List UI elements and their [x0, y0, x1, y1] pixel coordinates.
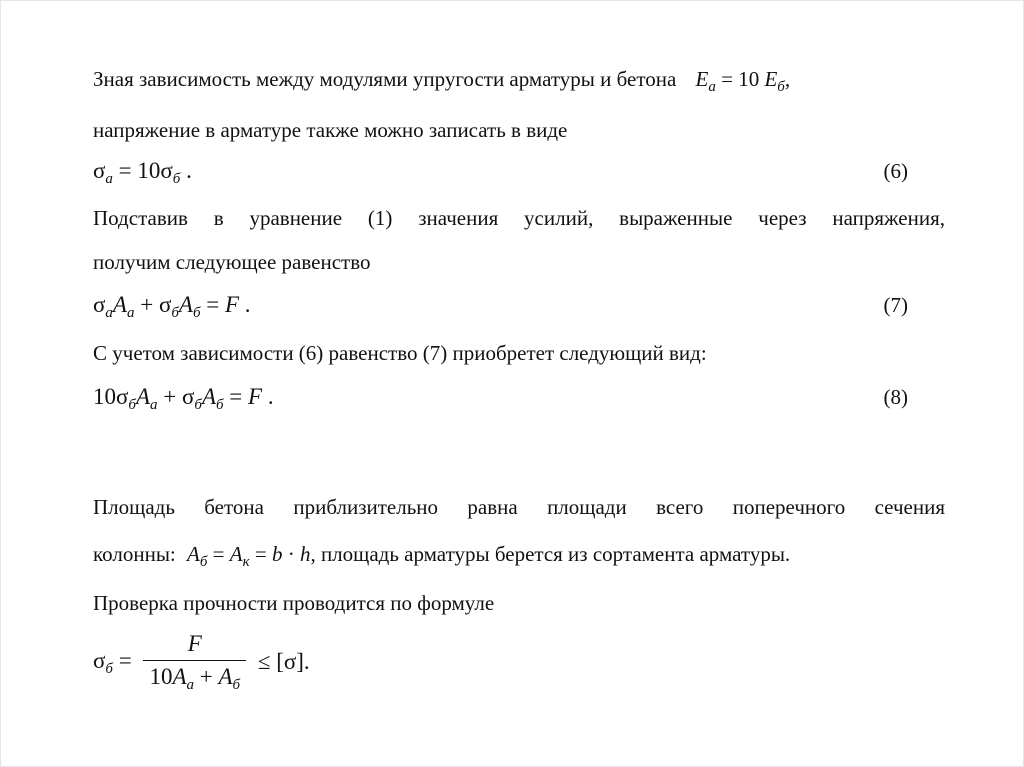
equation-7 — [93, 290, 908, 323]
paragraph-3-line-1: С учетом зависимости (6) равенство (7) приобретет следующий вид: — [93, 341, 707, 365]
paragraph-1-line-2: напряжение в арматуре также можно записать в виде — [93, 118, 568, 142]
paragraph-4-suffix: , площадь арматуры берется из сортамента арматуры. — [310, 542, 791, 566]
fraction-numerator: F — [143, 630, 246, 661]
paragraph-1-text: Зная зависимость между модулями упругости арматуры и бетона — [93, 67, 677, 91]
paragraph-5-line-1: Проверка прочности проводится по формуле — [93, 591, 495, 615]
strength-formula-lhs: $\sigma_б$ = — [93, 647, 132, 677]
equation-8-number: (8) — [883, 385, 908, 409]
equation-6-number: (6) — [883, 159, 908, 183]
paragraph-2-line-2: получим следующее равенство — [93, 250, 371, 274]
paragraph-4-line-1: Площадь бетона приблизительно равна площади всего поперечного сечения — [93, 495, 945, 519]
paragraph-4-prefix: колонны: — [93, 542, 176, 566]
strength-check-formula — [93, 630, 908, 694]
equation-7-formula: $\sigma_aA_a + \sigma_бA_б = F$ . — [93, 292, 251, 321]
paragraph-2-line-1: Подставив в уравнение (1) значения усилий, выраженные через напряжения, — [93, 206, 945, 230]
formula-modulus-relation: $E_a = 10$ $E_б$, — [695, 67, 791, 95]
paragraph-4-line-2 — [93, 541, 945, 570]
equation-8-formula: $10\sigma_бA_a + \sigma_бA_б = F$ . — [93, 384, 274, 413]
strength-formula-fraction — [143, 630, 246, 694]
fraction-denominator: $10A_a + A_б$ — [149, 664, 241, 693]
formula-concrete-area: $A_б = A_к = b \cdot h$ — [187, 542, 311, 570]
equation-8 — [93, 382, 908, 415]
strength-formula-rhs: ≤ [σ]. — [257, 649, 310, 674]
equation-7-number: (7) — [883, 293, 908, 317]
equation-6 — [93, 156, 908, 189]
paragraph-1-line-1 — [93, 66, 945, 95]
equation-6-formula: $\sigma_a = 10\sigma_б$ . — [93, 158, 192, 187]
